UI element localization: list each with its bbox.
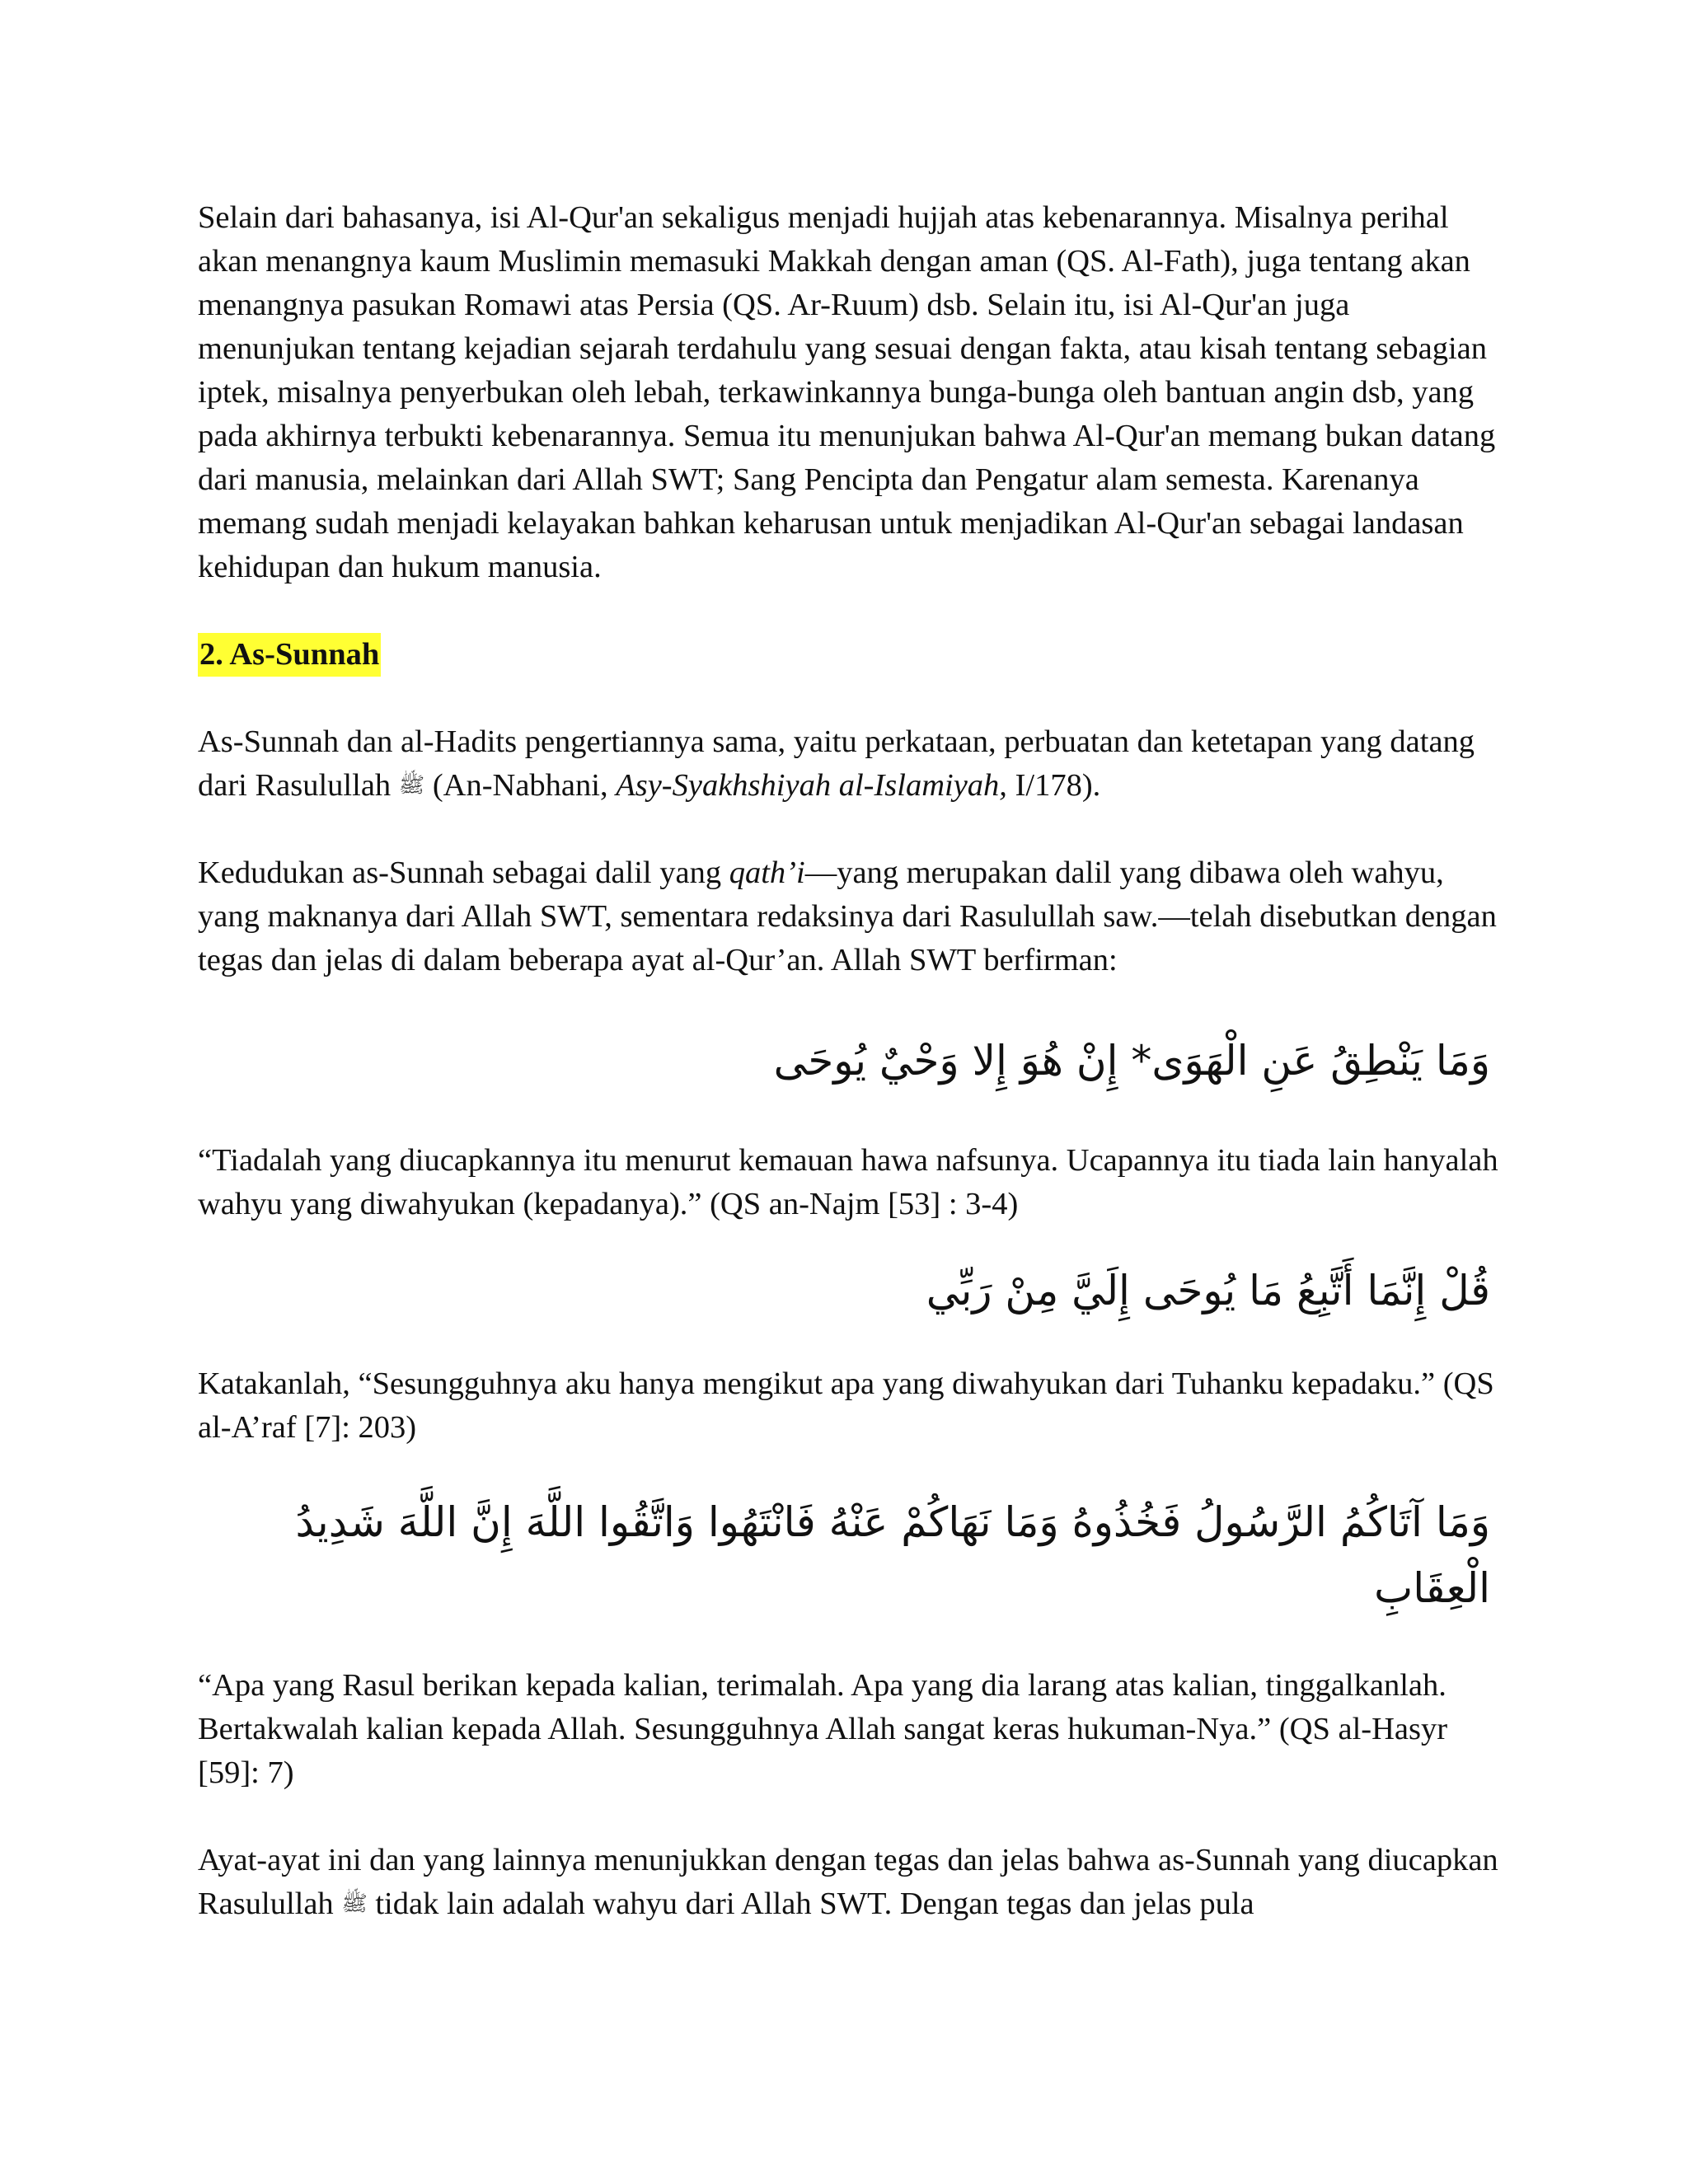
paragraph-text: tidak lain adalah wahyu dari Allah SWT. Dengan tegas dan jelas pula [367,1886,1254,1921]
translation-an-najm: “Tiadalah yang diucapkannya itu menurut kemauan hawa nafsunya. Ucapannya itu tiada lain hanyalah wahyu yang diwahyukan (kepadanya).” (QS an-Najm [53] : 3-4) [198,1143,1498,1221]
arabic-verse-al-araf: قُلْ إِنَّمَا أَتَّبِعُ مَا يُوحَى إِلَيَّ مِنْ رَبِّي [926,1267,1490,1315]
term-italic: qath’i [729,855,805,890]
saw-symbol-icon: ﷺ [341,1891,368,1916]
paragraph-text: —yang merupakan dalil yang dibawa oleh wahyu, yang maknanya dari Allah SWT, sementara redaksinya dari Rasulullah saw.—telah disebutkan dengan tegas dan jelas di dalam beberapa ayat al-Qur’an. Allah SWT berfirman: [198,855,1497,977]
arabic-verse-an-najm: وَمَا يَنْطِقُ عَنِ الْهَوَى* إِنْ هُوَ إِلا وَحْيٌ يُوحَى [773,1037,1490,1085]
section-heading-as-sunnah: 2. As-Sunnah [198,633,381,677]
paragraph-conclusion [198,1839,1500,1926]
paragraph-sunnah-position [198,851,1500,982]
arabic-verse-al-hasyr: وَمَا آتَاكُمُ الرَّسُولُ فَخُذُوهُ وَمَا نَهَاكُمْ عَنْهُ فَانْتَهُوا وَاتَّقُوا اللَّهَ إِنَّ اللَّهَ شَدِيدُ الْعِقَابِ [295,1498,1490,1612]
paragraph-text: As-Sunnah dan al-Hadits pengertiannya sama, yaitu perkataan, perbuatan dan ketetapan yang datang dari Rasulullah [198,724,1475,803]
paragraph-text: Kedudukan as-Sunnah sebagai dalil yang [198,855,729,890]
paragraph-text: (An-Nabhani, [424,768,617,803]
paragraph-text: Ayat-ayat ini dan yang lainnya menunjukkan dengan tegas dan jelas bahwa as-Sunnah yang diucapkan Rasulullah [198,1843,1498,1921]
book-title-italic: Asy-Syakhshiyah al-Islamiyah, [616,768,1007,803]
section-heading-wrapper [198,633,1500,677]
saw-symbol-icon: ﷺ [398,773,425,798]
translation-al-araf: Katakanlah, “Sesungguhnya aku hanya mengikut apa yang diwahyukan dari Tuhanku kepadaku.” (QS al-A’raf [7]: 203) [198,1366,1494,1445]
paragraph-text: I/178). [1006,768,1101,803]
translation-al-hasyr: “Apa yang Rasul berikan kepada kalian, terimalah. Apa yang dia larang atas kalian, tinggalkanlah. Bertakwalah kalian kepada Allah. Sesungguhnya Allah sangat keras hukuman-Nya.” (QS al-Hasyr [59]: 7) [198,1668,1448,1790]
document-body [198,196,1500,1926]
paragraph-sunnah-definition [198,720,1500,808]
paragraph-quran-evidence: Selain dari bahasanya, isi Al-Qur'an sekaligus menjadi hujjah atas kebenarannya. Misalnya perihal akan menangnya kaum Muslimin memasuki Makkah dengan aman (QS. Al-Fath), juga tentang akan menangnya pasukan Romawi atas Persia (QS. Ar-Ruum) dsb. Selain itu, isi Al-Qur'an juga menunjukan tentang kejadian sejarah terdahulu yang sesuai dengan fakta, atau kisah tentang sebagian iptek, misalnya penyerbukan oleh lebah, terkawinkannya bunga-bunga oleh bantuan angin dsb, yang pada akhirnya terbukti kebenarannya. Semua itu menunjukan bahwa Al-Qur'an memang bukan datang dari manusia, melainkan dari Allah SWT; Sang Pencipta dan Pengatur alam semesta. Karenanya memang sudah menjadi kelayakan bahkan keharusan untuk menjadikan Al-Qur'an sebagai landasan kehidupan dan hukum manusia. [198,200,1496,584]
